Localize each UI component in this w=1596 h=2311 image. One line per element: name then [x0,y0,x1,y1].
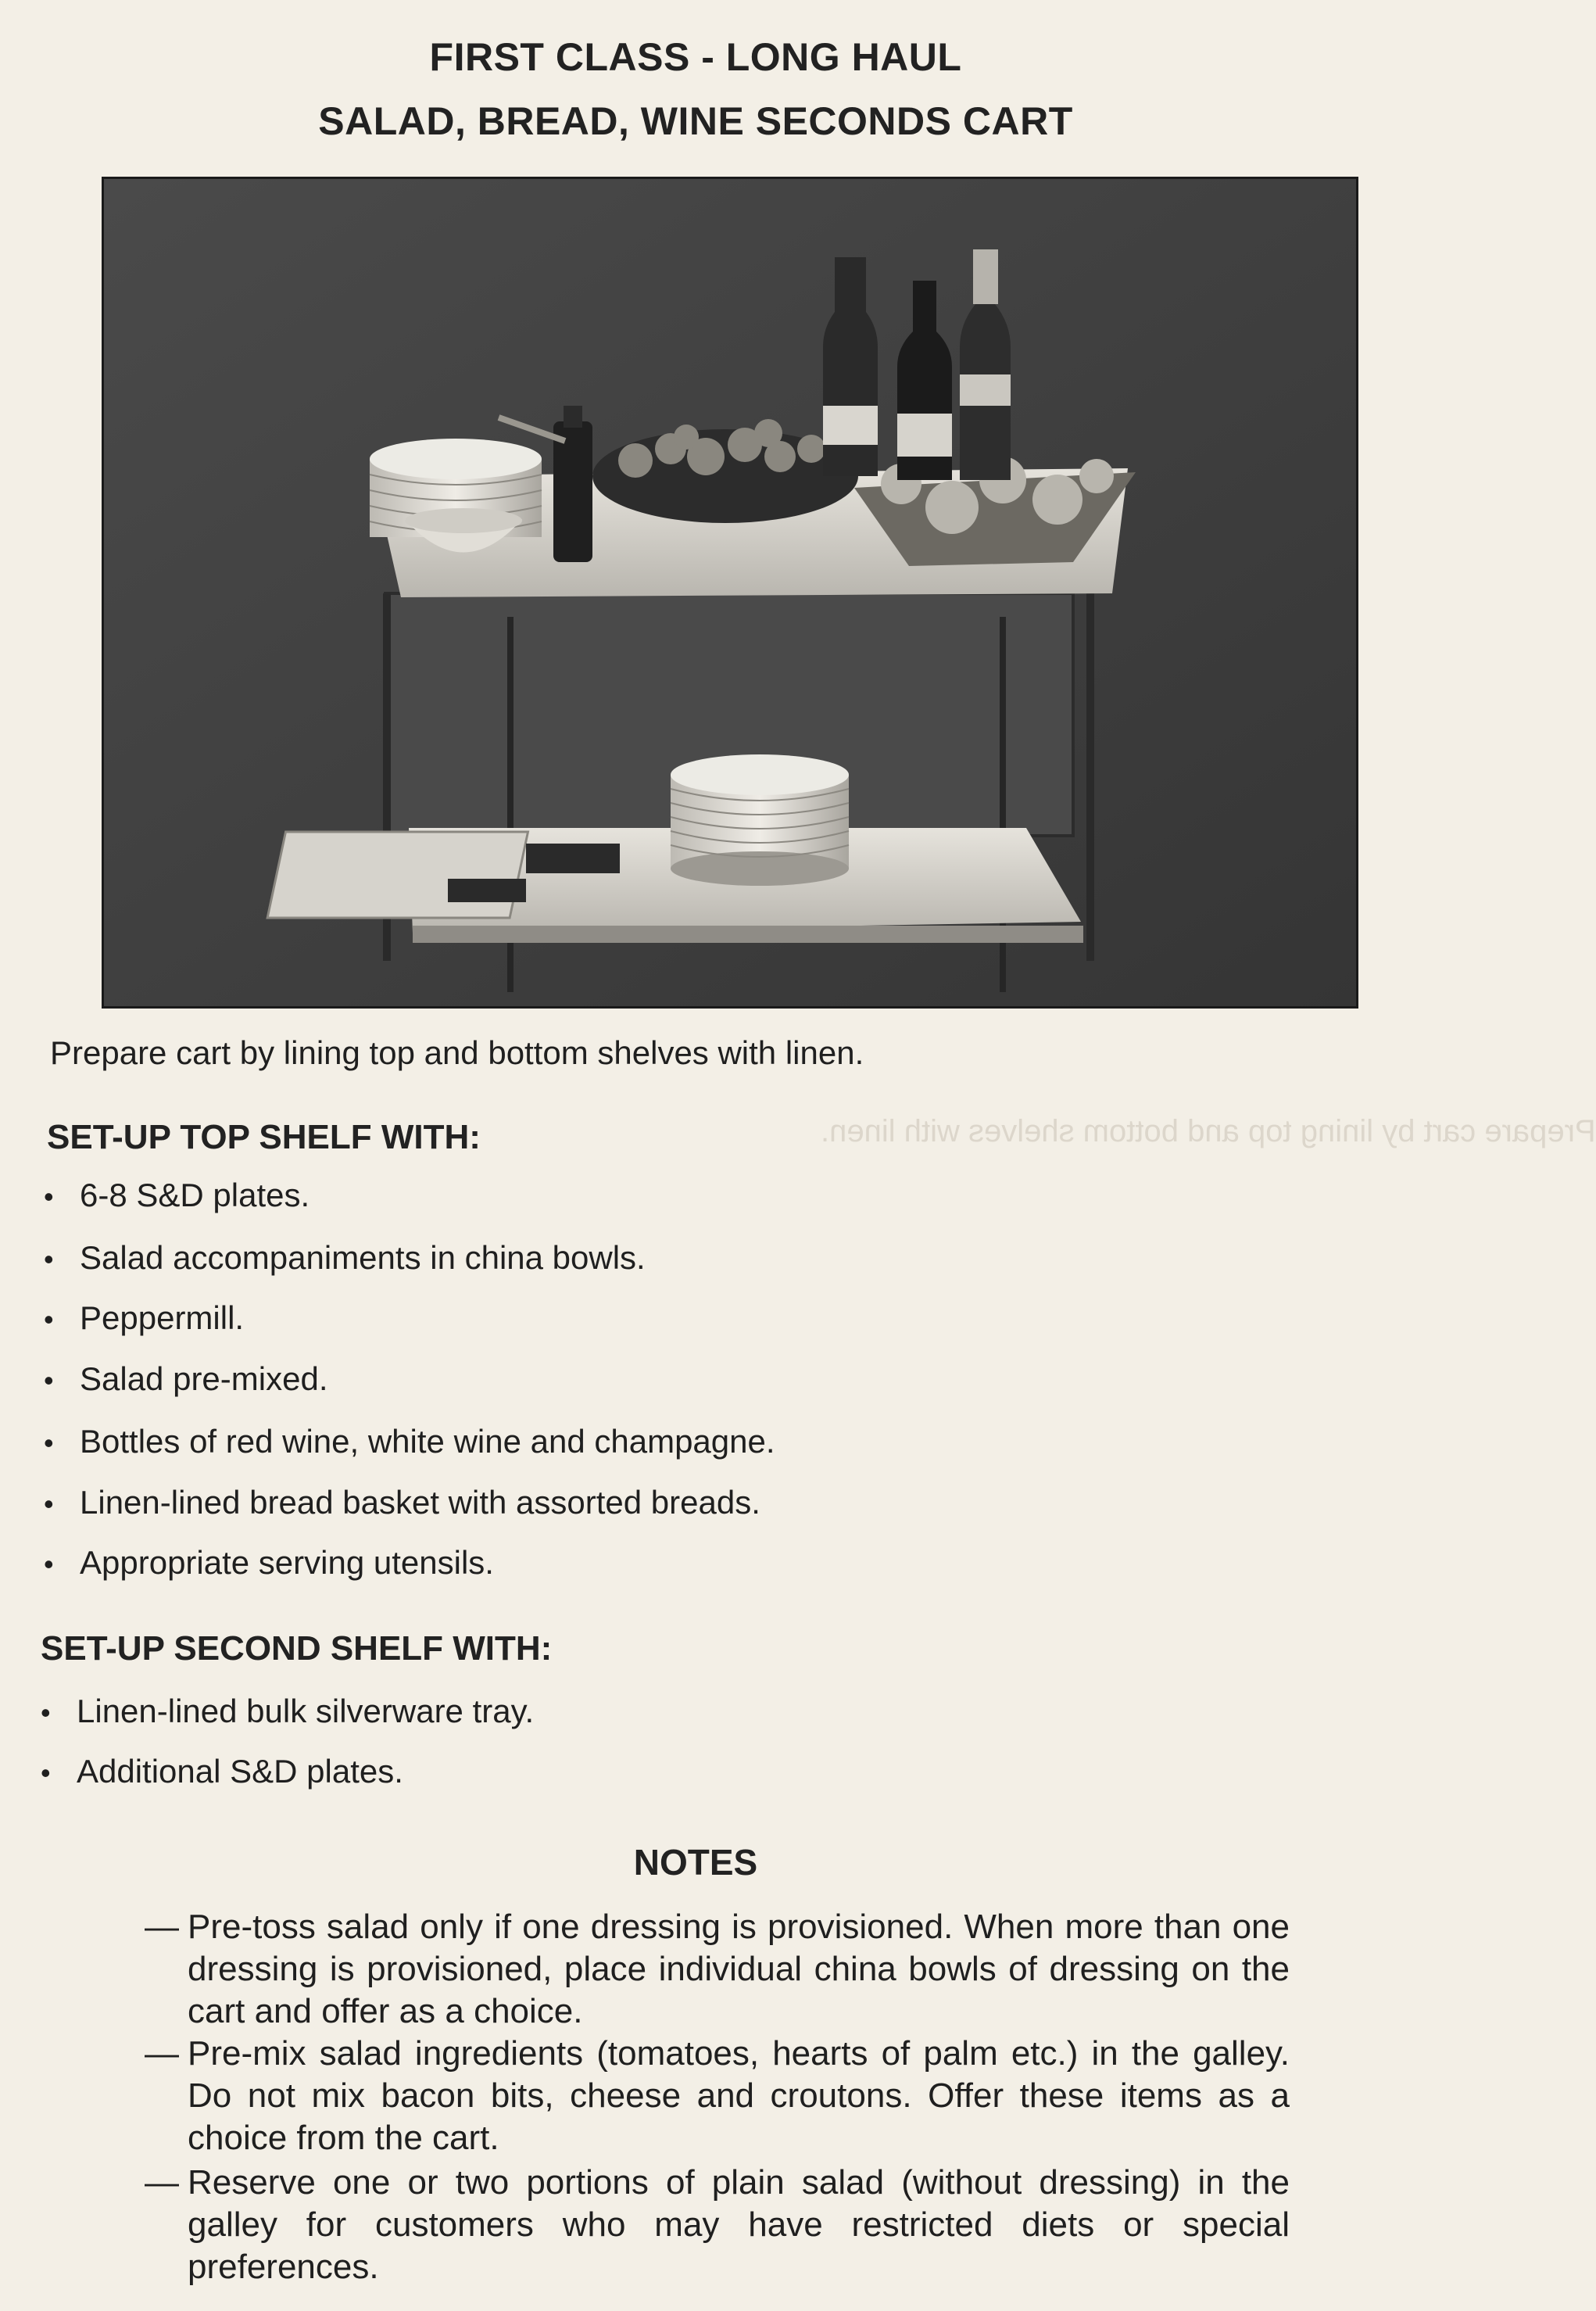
bullet-icon: • [44,1243,54,1275]
bullet-icon: • [44,1427,54,1459]
top-shelf-item-text: 6-8 S&D plates. [80,1177,310,1213]
top-shelf-item-text: Salad pre-mixed. [80,1360,328,1397]
note-item [145,2162,1290,2288]
second-shelf-item [41,1693,534,1730]
silverware-tray [267,832,528,918]
bullet-icon: • [41,1757,51,1789]
bullet-icon: • [44,1548,54,1580]
bullet-icon: • [44,1181,54,1213]
top-shelf-heading: SET-UP TOP SHELF WITH: [47,1118,481,1156]
peppermill [553,421,592,562]
top-shelf-item-text: Peppermill. [80,1299,245,1336]
bullet-icon: • [44,1364,54,1396]
page-title-line-1: FIRST CLASS - LONG HAUL [429,35,962,79]
top-shelf-item [44,1484,760,1521]
page-title-line-2: SALAD, BREAD, WINE SECONDS CART [318,99,1073,143]
top-shelf-item-text: Salad accompaniments in china bowls. [80,1239,646,1276]
top-shelf-item-text: Bottles of red wine, white wine and champagne. [80,1423,775,1460]
top-shelf-item [44,1299,244,1337]
second-shelf-item [41,1753,403,1790]
notes-heading: NOTES [633,1842,758,1883]
top-shelf-item [44,1544,494,1582]
note-item-text: Pre-toss salad only if one dressing is provisioned. When more than one dressing is provisioned, place individual china bowls of dressing on the cart and offer as a choice. [188,1908,1290,2030]
top-shelf-item [44,1360,327,1398]
bullet-icon: • [41,1697,51,1729]
wine-bottles [823,249,1011,480]
second-shelf-item-text: Additional S&D plates. [77,1753,403,1790]
dash-icon: — [145,1908,179,1946]
bullet-icon: • [44,1488,54,1520]
second-shelf-heading: SET-UP SECOND SHELF WITH: [41,1629,553,1668]
note-item-text: Reserve one or two portions of plain salad (without dressing) in the galley for customers who may have restricted diets or special preferences. [188,2163,1290,2286]
second-shelf-item-text: Linen-lined bulk silverware tray. [77,1693,535,1729]
note-item [145,1906,1290,2033]
top-shelf-item [44,1423,775,1460]
cart-illustration [104,179,1356,1006]
bleed-through-text: Prepare cart by lining top and bottom shelves with linen. [821,1114,1596,1148]
note-item-text: Pre-mix salad ingredients (tomatoes, hearts of palm etc.) in the galley. Do not mix bacon bits, cheese and croutons. Offer these items as a choice from the cart. [188,2034,1290,2157]
top-shelf-item [44,1177,310,1214]
dash-icon: — [145,2034,179,2073]
bottom-plate-stack [671,754,849,886]
cart-photograph [102,177,1358,1009]
top-shelf-item-text: Linen-lined bread basket with assorted breads. [80,1484,760,1521]
intro-instruction: Prepare cart by lining top and bottom shelves with linen. [50,1034,864,1071]
top-shelf-item [44,1239,646,1277]
dash-icon: — [145,2163,179,2202]
bullet-icon: • [44,1303,54,1335]
note-item [145,2033,1290,2159]
top-shelf-item-text: Appropriate serving utensils. [80,1544,494,1581]
